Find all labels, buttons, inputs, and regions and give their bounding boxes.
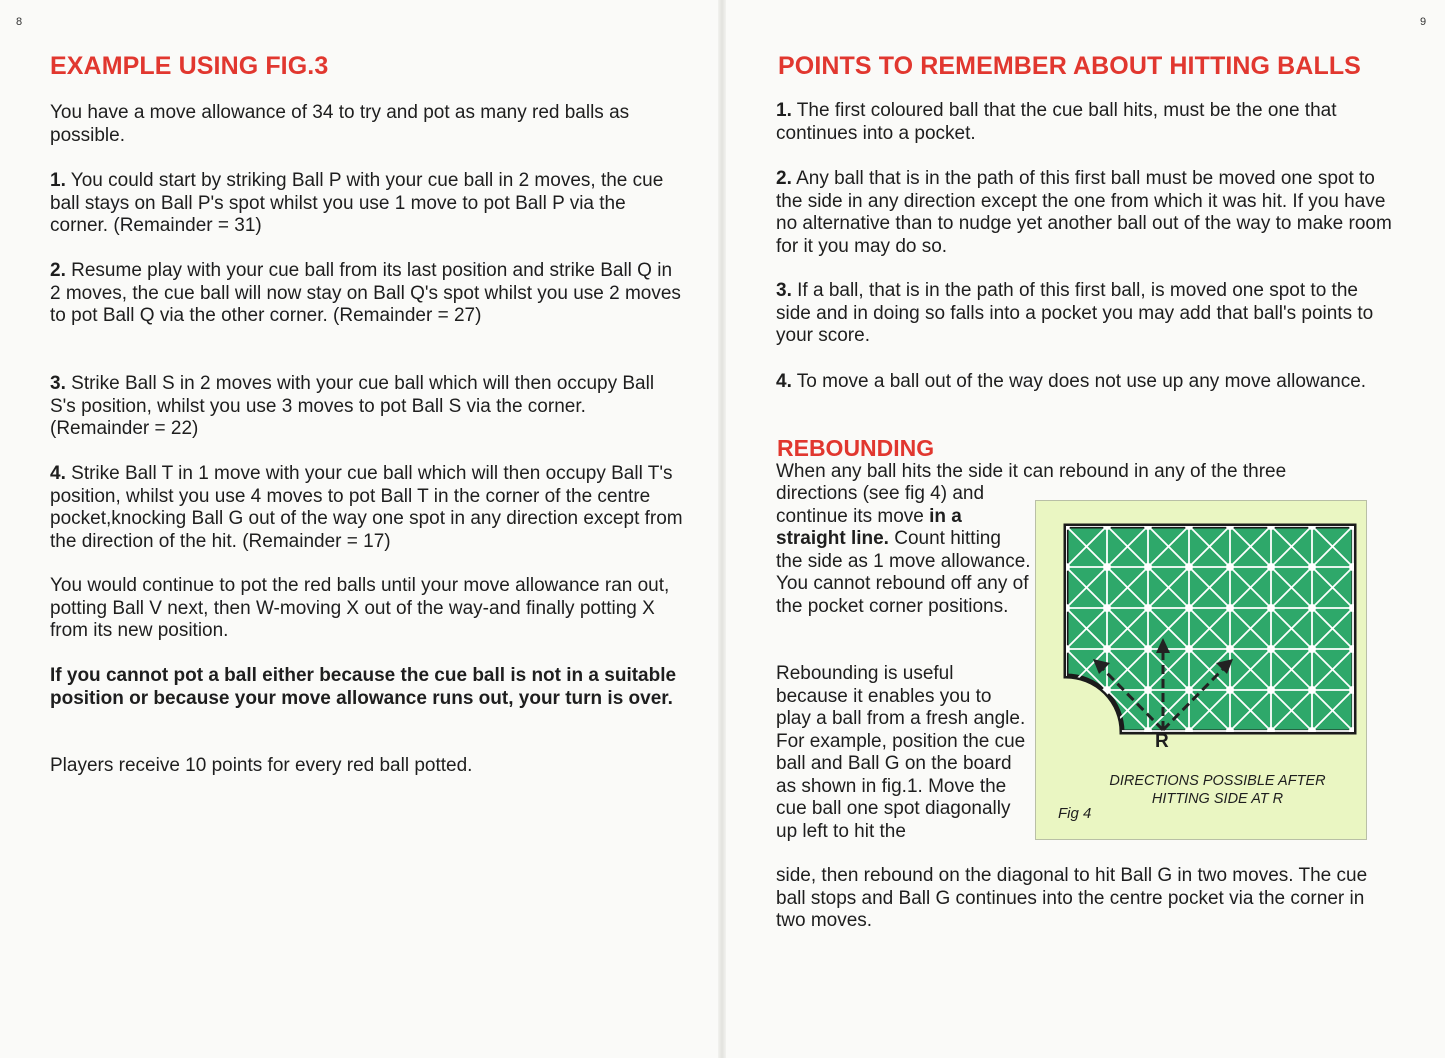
grid-spot — [1062, 686, 1070, 694]
grid-spot — [1144, 686, 1152, 694]
grid-spot — [1062, 727, 1070, 735]
grid-spot — [1144, 604, 1152, 612]
grid-spot — [1103, 563, 1111, 571]
rebound-paragraph-2: Rebounding is useful because it enables you to play a ball from a fresh angle. For example, position the cue ball and Ball G on the board as shown in fig.1. Move the cue ball one spot diagonally up left to hit the — [776, 663, 1026, 842]
grid-spot — [1226, 645, 1234, 653]
grid-spot — [1226, 563, 1234, 571]
step-3 — [50, 373, 685, 441]
step-number: 1. — [50, 170, 66, 191]
point-r-label: R — [1155, 731, 1169, 752]
step-number: 2. — [50, 260, 66, 281]
step-number: 4. — [50, 463, 66, 484]
rebounding-heading: REBOUNDING — [777, 435, 935, 461]
point-text: To move a ball out of the way does not use up any move allowance. — [796, 371, 1367, 392]
step-2 — [50, 260, 685, 328]
point-number: 4. — [776, 371, 792, 392]
point-text: The first coloured ball that the cue ball hits, must be the one that continues into a pocket. — [776, 100, 1337, 144]
step-text: Strike Ball T in 1 move with your cue ball which will then occupy Ball T's position, whilst you use 4 moves to pot Ball T in the corner of the centre pocket,knocking Ball G out of the way one spot in any direction except from the direction of the hit. (Remainder = 17) — [50, 463, 683, 552]
step-number: 3. — [50, 373, 66, 394]
grid-spot — [1062, 604, 1070, 612]
rebound-paragraph-2-end: side, then rebound on the diagonal to hit Ball G in two moves. The cue ball stops and Ball G continues into the centre pocket via the corner in two moves. — [776, 865, 1368, 931]
grid-spot — [1226, 522, 1234, 530]
step-text: Resume play with your cue ball from its last position and strike Ball Q in 2 moves, the cue ball will now stay on Ball Q's spot whilst you use 2 moves to pot Ball Q via the other corner. (Remainder = 27) — [50, 260, 681, 326]
rebound-text: Count hitting the side as 1 move allowance. You cannot rebound off any of the pocket corner positions. — [776, 528, 1031, 617]
book-gutter — [718, 0, 726, 1058]
grid-spot — [1308, 563, 1316, 571]
page-number: 9 — [1420, 16, 1427, 28]
grid-spot — [1185, 563, 1193, 571]
rebound-paragraph-1 — [776, 483, 1031, 618]
grid-spot — [1144, 563, 1152, 571]
grid-spot — [1144, 522, 1152, 530]
step-text: You could start by striking Ball P with your cue ball in 2 moves, the cue ball stays on Ball P's spot whilst you use 1 move to pot Ball P via the corner. (Remainder = 31) — [50, 170, 664, 236]
grid-spot — [1103, 522, 1111, 530]
point-2 — [776, 168, 1396, 258]
grid-spot — [1308, 522, 1316, 530]
grid-spot — [1267, 604, 1275, 612]
grid-spot — [1226, 604, 1234, 612]
grid-spot — [1185, 645, 1193, 653]
page-heading: POINTS TO REMEMBER ABOUT HITTING BALLS — [778, 52, 1361, 80]
grid-spot — [1103, 645, 1111, 653]
grid-spot — [1267, 563, 1275, 571]
grid-spot — [1062, 522, 1070, 530]
page-number: 8 — [16, 16, 23, 28]
grid-spot — [1226, 686, 1234, 694]
grid-spot — [1267, 645, 1275, 653]
grid-spot — [1308, 645, 1316, 653]
grid-spot — [1267, 686, 1275, 694]
point-4 — [776, 371, 1396, 394]
figure-label: Fig 4 — [1058, 805, 1092, 822]
point-text: Any ball that is in the path of this first ball must be moved one spot to the side in any direction except the one from which it was hit. If you have no alternative than to nudge yet another ball out of the way to make room for it you may do so. — [776, 168, 1392, 257]
grid-spot — [1308, 686, 1316, 694]
step-text: Strike Ball S in 2 moves with your cue ball which will then occupy Ball S's position, whilst you use 3 moves to pot Ball S via the corner. (Remainder = 22) — [50, 373, 655, 439]
rebound-diagram — [1060, 520, 1360, 760]
warning-paragraph: If you cannot pot a ball either because the cue ball is not in a suitable position or because your move allowance runs out, your turn is over. — [50, 665, 677, 709]
rebound-text: directions (see fig 4) and continue its move — [776, 483, 985, 527]
intro-paragraph: You have a move allowance of 34 to try and pot as many red balls as possible. — [50, 102, 630, 146]
grid-spot — [1185, 686, 1193, 694]
points-paragraph: Players receive 10 points for every red ball potted. — [50, 755, 473, 776]
step-1 — [50, 170, 685, 238]
point-1 — [776, 100, 1396, 145]
grid-spot — [1308, 604, 1316, 612]
rebound-emphasis: in a straight line. — [776, 505, 962, 549]
step-4 — [50, 463, 685, 553]
continue-paragraph: You would continue to pot the red balls until your move allowance ran out, potting Ball V next, then W-moving X out of the way-and finally potting X from its new position. — [50, 575, 670, 641]
grid-spot — [1062, 563, 1070, 571]
point-number: 1. — [776, 100, 792, 121]
rebound-intro-line: When any ball hits the side it can rebound in any of the three — [776, 461, 1287, 482]
grid-spot — [1062, 645, 1070, 653]
grid-spot — [1144, 645, 1152, 653]
point-text: If a ball, that is in the path of this first ball, is moved one spot to the side and in doing so falls into a pocket you may add that ball's points to your score. — [776, 280, 1374, 346]
point-3 — [776, 280, 1396, 348]
grid-spot — [1185, 604, 1193, 612]
figure-caption: DIRECTIONS POSSIBLE AFTER HITTING SIDE AT R — [1109, 773, 1326, 807]
grid-spot — [1267, 522, 1275, 530]
point-number: 3. — [776, 280, 792, 301]
point-number: 2. — [776, 168, 792, 189]
grid-spot — [1103, 727, 1111, 735]
grid-spot — [1185, 522, 1193, 530]
grid-spot — [1103, 604, 1111, 612]
page-heading: EXAMPLE USING FIG.3 — [50, 52, 329, 80]
